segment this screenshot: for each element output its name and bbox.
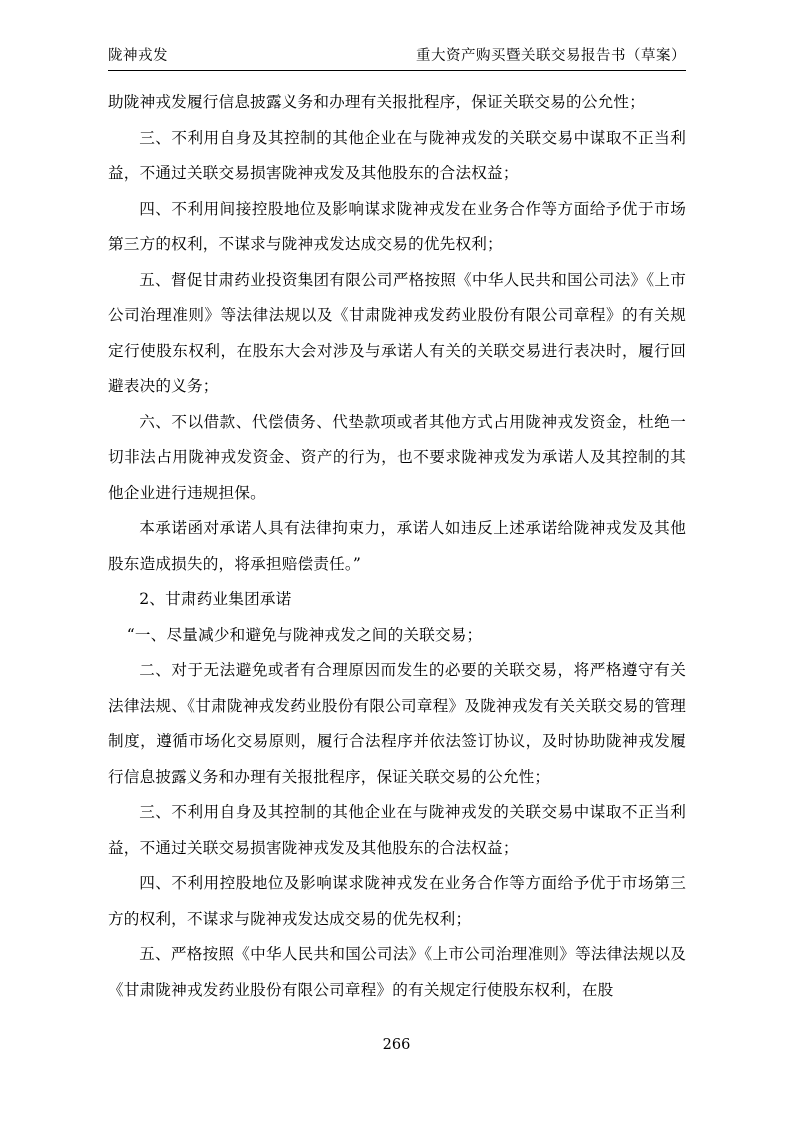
paragraph-10: 三、不利用自身及其控制的其他企业在与陇神戎发的关联交易中谋取不正当利益，不通过关联交易损害陇神戎发及其他股东的合法权益； — [108, 803, 686, 857]
paragraph-5: 六、不以借款、代偿债务、代垫款项或者其他方式占用陇神戎发资金，杜绝一切非法占用陇神戎发资金、资产的行为，也不要求陇神戎发为承诺人及其控制的其他企业进行违规担保。 — [108, 412, 686, 502]
paragraph-12: 五、严格按照《中华人民共和国公司法》《上市公司治理准则》等法律法规以及《甘肃陇神戎发药业股份有限公司章程》的有关规定行使股东权利，在股 — [108, 945, 686, 999]
paragraph-2: 三、不利用自身及其控制的其他企业在与陇神戎发的关联交易中谋取不正当利益，不通过关联交易损害陇神戎发及其他股东的合法权益； — [108, 128, 686, 182]
header-divider — [108, 70, 686, 71]
paragraph-4: 五、督促甘肃药业投资集团有限公司严格按照《中华人民共和国公司法》《上市公司治理准则》等法律法规以及《甘肃陇神戎发药业股份有限公司章程》的有关规定行使股东权利，在股东大会对涉及与承诺人有关的关联交易进行表决时，履行回避表决的义务； — [108, 270, 686, 395]
paragraph-8: “一、尽量减少和避免与陇神戎发之间的关联交易； — [126, 625, 483, 644]
paragraph-9: 二、对于无法避免或者有合理原因而发生的必要的关联交易，将严格遵守有关法律法规、《甘肃陇神戎发药业股份有限公司章程》及陇神戎发有关关联交易的管理制度，遵循市场化交易原则，履行合法程序并依法签订协议，及时协助陇神戎发履行信息披露义务和办理有关报批程序，保证关联交易的公允性； — [108, 661, 686, 786]
paragraph-1: 助陇神戎发履行信息披露义务和办理有关报批程序，保证关联交易的公允性； — [108, 93, 645, 111]
page-content — [108, 44, 686, 1008]
paragraph-7: 2、甘肃药业集团承诺 — [139, 590, 292, 608]
page-number: 266 — [382, 1037, 411, 1053]
page-header — [108, 44, 686, 69]
header-document-title: 重大资产购买暨关联交易报告书（草案） — [416, 48, 686, 64]
paragraph-3: 四、不利用间接控股地位及影响谋求陇神戎发在业务合作等方面给予优于市场第三方的权利，不谋求与陇神戎发达成交易的优先权利； — [108, 199, 686, 253]
paragraph-11: 四、不利用控股地位及影响谋求陇神戎发在业务合作等方面给予优于市场第三方的权利，不谋求与陇神戎发达成交易的优先权利； — [108, 874, 686, 928]
paragraph-6: 本承诺函对承诺人具有法律拘束力，承诺人如违反上述承诺给陇神戎发及其他股东造成损失的，将承担赔偿责任。” — [108, 519, 686, 573]
header-company-name: 陇神戎发 — [108, 48, 168, 64]
document-body — [108, 85, 686, 1008]
